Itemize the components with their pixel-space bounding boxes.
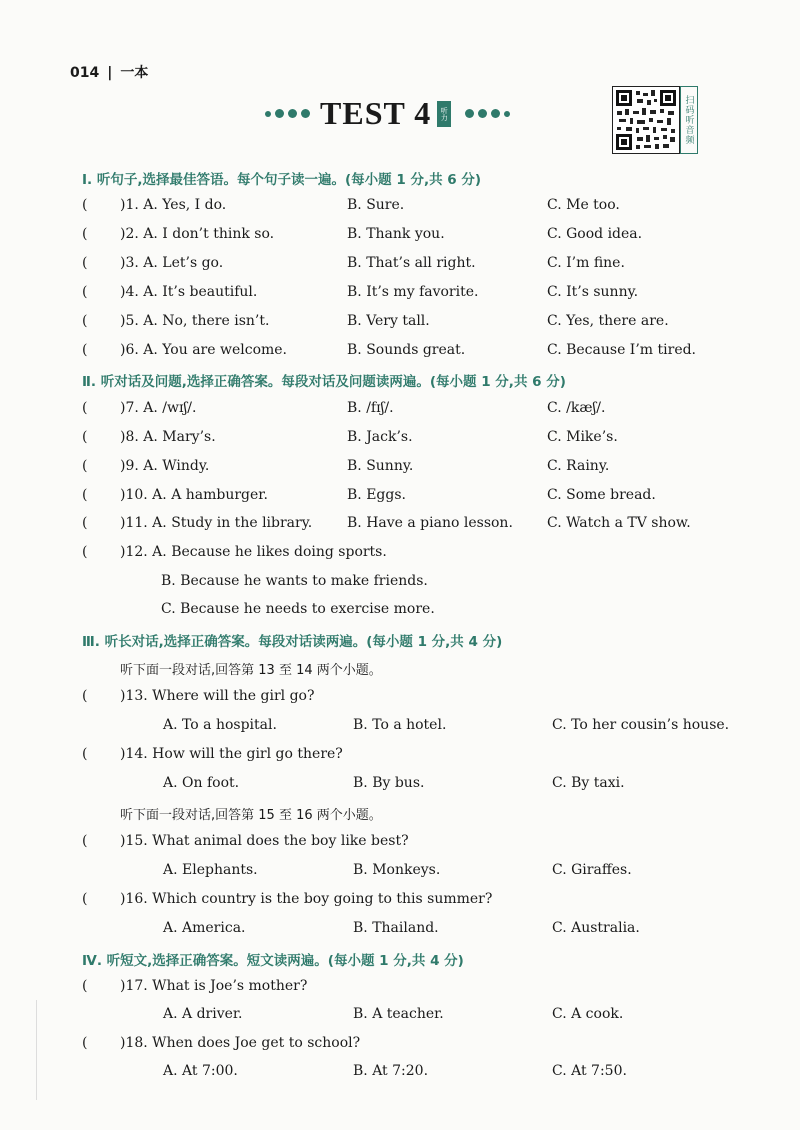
q16-option-b: B. Thailand. <box>353 920 439 936</box>
q13-option-c: C. To her cousin’s house. <box>552 717 730 733</box>
qr-code-icon[interactable] <box>612 86 680 154</box>
answer-blank[interactable]: ( <box>82 487 88 503</box>
question-option-a: )6. A. You are welcome. <box>120 342 288 358</box>
qr-label: 扫码听音频 <box>680 86 698 154</box>
q13-option-b: B. To a hotel. <box>353 717 447 733</box>
answer-blank[interactable]: ( <box>82 746 88 762</box>
page-number: 014 <box>70 65 100 81</box>
q14-option-a: A. On foot. <box>163 775 240 791</box>
question-option-a: )11. A. Study in the library. <box>120 515 313 531</box>
page-header <box>70 62 148 82</box>
q18-option-a: A. At 7:00. <box>163 1063 238 1079</box>
answer-blank[interactable]: ( <box>82 313 88 329</box>
question-option-a: )1. A. Yes, I do. <box>120 197 227 213</box>
q18-option-c: C. At 7:50. <box>552 1063 627 1079</box>
question-option-b: B. Jack’s. <box>347 429 413 445</box>
question-option-c: C. Because I’m tired. <box>547 342 697 358</box>
dialogue-note-1: 听下面一段对话,回答第 13 至 14 两个小题。 <box>120 663 382 678</box>
answer-blank[interactable]: ( <box>82 197 88 213</box>
answer-blank[interactable]: ( <box>82 978 88 994</box>
question-option-a: )2. A. I don’t think so. <box>120 226 275 242</box>
question-option-c: C. Yes, there are. <box>547 313 669 329</box>
question-option-a: )9. A. Windy. <box>120 458 210 474</box>
question-option-c: C. It’s sunny. <box>547 284 639 300</box>
question-option-b: B. Sunny. <box>347 458 414 474</box>
answer-blank[interactable]: ( <box>82 833 88 849</box>
header-separator: | <box>107 65 113 81</box>
question-option-c: C. Me too. <box>547 197 620 213</box>
left-dots-decoration <box>265 109 310 118</box>
q17-option-a: A. A driver. <box>163 1006 243 1022</box>
answer-blank[interactable]: ( <box>82 226 88 242</box>
question-option-b: B. Very tall. <box>347 313 430 329</box>
dialogue-note-2: 听下面一段对话,回答第 15 至 16 两个小题。 <box>120 808 382 823</box>
test-title: TEST 4 <box>320 95 432 131</box>
answer-blank[interactable]: ( <box>82 544 88 560</box>
section-2-heading: Ⅱ. 听对话及问题,选择正确答案。每段对话及问题读两遍。(每小题 1 分,共 6 分) <box>82 374 566 390</box>
right-dots-decoration <box>465 109 510 118</box>
q16-option-c: C. Australia. <box>552 920 640 936</box>
question-stem: )18. When does Joe get to school? <box>120 1035 361 1051</box>
answer-blank[interactable]: ( <box>82 255 88 271</box>
question-option-c: C. Rainy. <box>547 458 610 474</box>
q14-option-c: C. By taxi. <box>552 775 625 791</box>
question-option-b: B. Eggs. <box>347 487 406 503</box>
answer-blank[interactable]: ( <box>82 688 88 704</box>
answer-blank[interactable]: ( <box>82 429 88 445</box>
listening-badge: 听力 <box>437 101 451 127</box>
question-option-c: C. Mike’s. <box>547 429 618 445</box>
question-stem: )15. What animal does the boy like best? <box>120 833 409 849</box>
question-stem: )17. What is Joe’s mother? <box>120 978 308 994</box>
q16-option-a: A. America. <box>163 920 246 936</box>
answer-blank[interactable]: ( <box>82 458 88 474</box>
q17-option-c: C. A cook. <box>552 1006 624 1022</box>
q15-option-c: C. Giraffes. <box>552 862 632 878</box>
qr-code-block[interactable] <box>612 86 698 154</box>
question-option-c: C. Some bread. <box>547 487 656 503</box>
book-name: 一本 <box>120 65 149 81</box>
test-title-row <box>265 95 510 132</box>
q14-option-b: B. By bus. <box>353 775 425 791</box>
question-option-b: B. /fɪʃ/. <box>347 400 394 416</box>
question-option-b: B. Thank you. <box>347 226 445 242</box>
binding-margin-line <box>36 1000 37 1100</box>
question-option-a: )3. A. Let’s go. <box>120 255 224 271</box>
question-option-b: B. Sure. <box>347 197 405 213</box>
question-12-option-c: C. Because he needs to exercise more. <box>161 601 435 617</box>
q15-option-b: B. Monkeys. <box>353 862 441 878</box>
section-4-heading: Ⅳ. 听短文,选择正确答案。短文读两遍。(每小题 1 分,共 4 分) <box>82 953 464 969</box>
answer-blank[interactable]: ( <box>82 342 88 358</box>
q13-option-a: A. To a hospital. <box>163 717 277 733</box>
q17-option-b: B. A teacher. <box>353 1006 444 1022</box>
q18-option-b: B. At 7:20. <box>353 1063 429 1079</box>
answer-blank[interactable]: ( <box>82 891 88 907</box>
answer-blank[interactable]: ( <box>82 284 88 300</box>
question-stem: )13. Where will the girl go? <box>120 688 315 704</box>
question-option-b: B. Have a piano lesson. <box>347 515 513 531</box>
section-1-heading: Ⅰ. 听句子,选择最佳答语。每个句子读一遍。(每小题 1 分,共 6 分) <box>82 172 482 188</box>
question-option-a: )4. A. It’s beautiful. <box>120 284 258 300</box>
question-option-b: B. It’s my favorite. <box>347 284 479 300</box>
question-option-a: )10. A. A hamburger. <box>120 487 268 503</box>
answer-blank[interactable]: ( <box>82 1035 88 1051</box>
question-stem: )14. How will the girl go there? <box>120 746 343 762</box>
section-3-heading: Ⅲ. 听长对话,选择正确答案。每段对话读两遍。(每小题 1 分,共 4 分) <box>82 634 503 650</box>
question-option-b: B. Sounds great. <box>347 342 466 358</box>
question-option-b: B. That’s all right. <box>347 255 476 271</box>
q15-option-a: A. Elephants. <box>163 862 258 878</box>
question-option-c: C. I’m fine. <box>547 255 625 271</box>
question-option-c: C. Good idea. <box>547 226 643 242</box>
answer-blank[interactable]: ( <box>82 400 88 416</box>
question-option-a: )8. A. Mary’s. <box>120 429 216 445</box>
question-option-a: )5. A. No, there isn’t. <box>120 313 270 329</box>
question-option-a: )12. A. Because he likes doing sports. <box>120 544 387 560</box>
question-12-option-b: B. Because he wants to make friends. <box>161 573 428 589</box>
question-option-c: C. Watch a TV show. <box>547 515 691 531</box>
question-option-c: C. /kæʃ/. <box>547 400 606 416</box>
answer-blank[interactable]: ( <box>82 515 88 531</box>
question-option-a: )7. A. /wɪʃ/. <box>120 400 197 416</box>
question-stem: )16. Which country is the boy going to this summer? <box>120 891 493 907</box>
